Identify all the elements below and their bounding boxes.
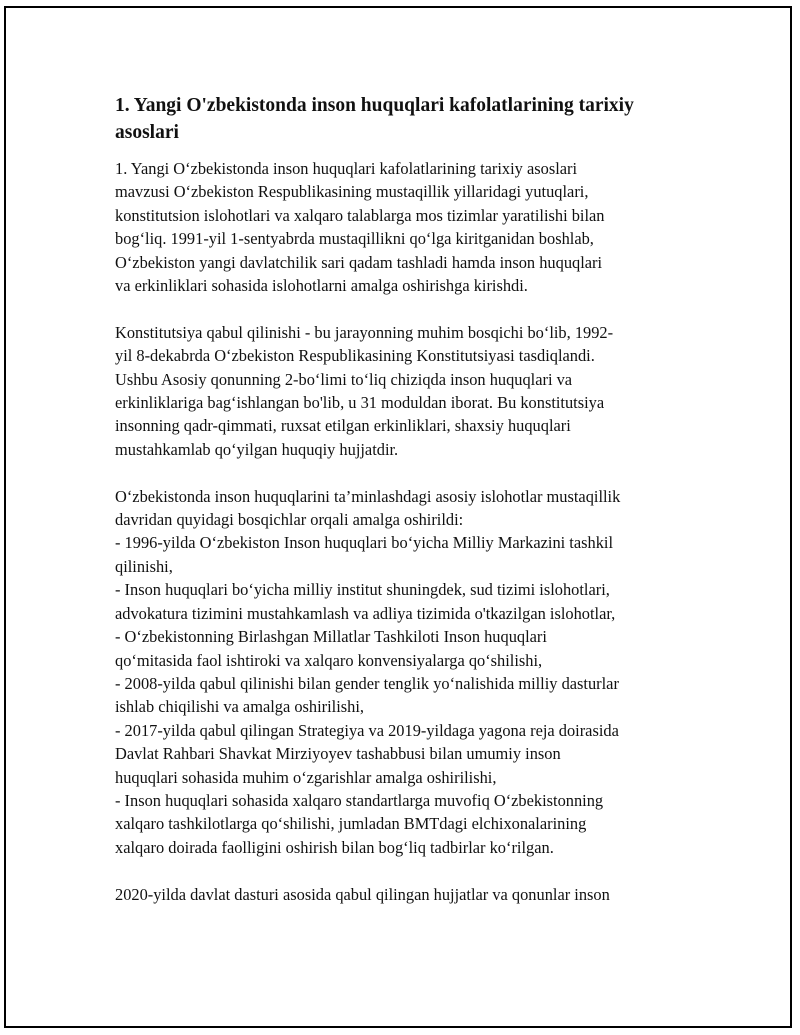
list-item-line: - 2008-yilda qabul qilinishi bilan gender tenglik yo‘nalishida milliy dasturlar [115, 673, 619, 693]
text-line: insonning qadr-qimmati, ruxsat etilgan erkinliklari, shaxsiy huquqlari [115, 416, 571, 436]
list-item-line: - O‘zbekistonning Birlashgan Millatlar Tashkiloti Inson huquqlari [115, 627, 547, 647]
list-intro-line: davridan quyidagi bosqichlar orqali amalga oshirildi: [115, 510, 464, 530]
text-line: bog‘liq. 1991-yil 1-sentyabrda mustaqillikni qo‘lga kiritganidan boshlab, [115, 229, 594, 249]
document-title [115, 92, 695, 146]
text-line: Ushbu Asosiy qonunning 2-bo‘limi to‘liq chiziqda inson huquqlari va [115, 369, 573, 389]
list-item [115, 719, 695, 789]
list-item [115, 672, 695, 719]
list-item-line: xalqaro tashkilotlarga qo‘shilishi, jumladan BMTdagi elchixonalarining [115, 814, 587, 834]
list-item-line: - Inson huquqlari sohasida xalqaro standartlarga muvofiq O‘zbekistonning [115, 790, 604, 810]
constitution-paragraph [115, 321, 695, 461]
list-item-line: ishlab chiqilishi va amalga oshirilishi, [115, 697, 365, 717]
list-item-line: - Inson huquqlari bo‘yicha milliy institut shuningdek, sud tizimi islohotlari, [115, 580, 610, 600]
list-item [115, 625, 695, 672]
document-body [115, 92, 695, 929]
list-item-line: - 2017-yilda qabul qilingan Strategiya va 2019-yildaga yagona reja doirasida [115, 720, 619, 740]
title-line: 1. Yangi O'zbekistonda inson huquqlari kafolatlarining tarixiy [115, 95, 634, 116]
list-item-line: Davlat Rahbari Shavkat Mirziyoyev tashabbusi bilan umumiy inson [115, 744, 561, 764]
list-intro-line: O‘zbekistonda inson huquqlarini ta’minlashdagi asosiy islohotlar mustaqillik [115, 486, 621, 506]
list-item-line: - 1996-yilda O‘zbekiston Inson huquqlari bo‘yicha Milliy Markazini tashkil [115, 533, 613, 553]
list-item-line: huquqlari sohasida muhim o‘zgarishlar amalga oshirilishi, [115, 767, 497, 787]
text-line: va erkinliklari sohasida islohotlarni amalga oshirishga kirishdi. [115, 276, 528, 296]
text-line: yil 8-dekabrda O‘zbekiston Respublikasining Konstitutsiyasi tasdiqlandi. [115, 346, 595, 366]
list-item-line: qilinishi, [115, 556, 173, 576]
reforms-list-block [115, 485, 695, 860]
list-item [115, 578, 695, 625]
intro-paragraph [115, 157, 695, 297]
list-item [115, 789, 695, 859]
list-item-line: xalqaro doirada faolligini oshirish bilan bog‘liq tadbirlar ko‘rilgan. [115, 837, 554, 857]
title-line: asoslari [115, 122, 179, 143]
text-line: konstitutsion islohotlari va xalqaro talablarga mos tizimlar yaratilishi bilan [115, 205, 605, 225]
text-line: 2020-yilda davlat dasturi asosida qabul qilingan hujjatlar va qonunlar inson [115, 884, 610, 904]
text-line: erkinliklariga bag‘ishlangan bo'lib, u 31 moduldan iborat. Bu konstitutsiya [115, 393, 605, 413]
text-line: mavzusi O‘zbekiston Respublikasining mustaqillik yillaridagi yutuqlari, [115, 182, 589, 202]
text-line: O‘zbekiston yangi davlatchilik sari qadam tashladi hamda inson huquqlari [115, 252, 603, 272]
text-line: Konstitutsiya qabul qilinishi - bu jarayonning muhim bosqichi bo‘lib, 1992- [115, 322, 614, 342]
list-item [115, 531, 695, 578]
final-paragraph [115, 883, 695, 906]
text-line: 1. Yangi O‘zbekistonda inson huquqlari kafolatlarining tarixiy asoslari [115, 159, 578, 178]
list-item-line: qo‘mitasida faol ishtiroki va xalqaro konvensiyalarga qo‘shilishi, [115, 650, 543, 670]
list-item-line: advokatura tizimini mustahkamlash va adliya tizimida o'tkazilgan islohotlar, [115, 603, 616, 623]
text-line: mustahkamlab qo‘yilgan huquqiy hujjatdir. [115, 439, 399, 459]
